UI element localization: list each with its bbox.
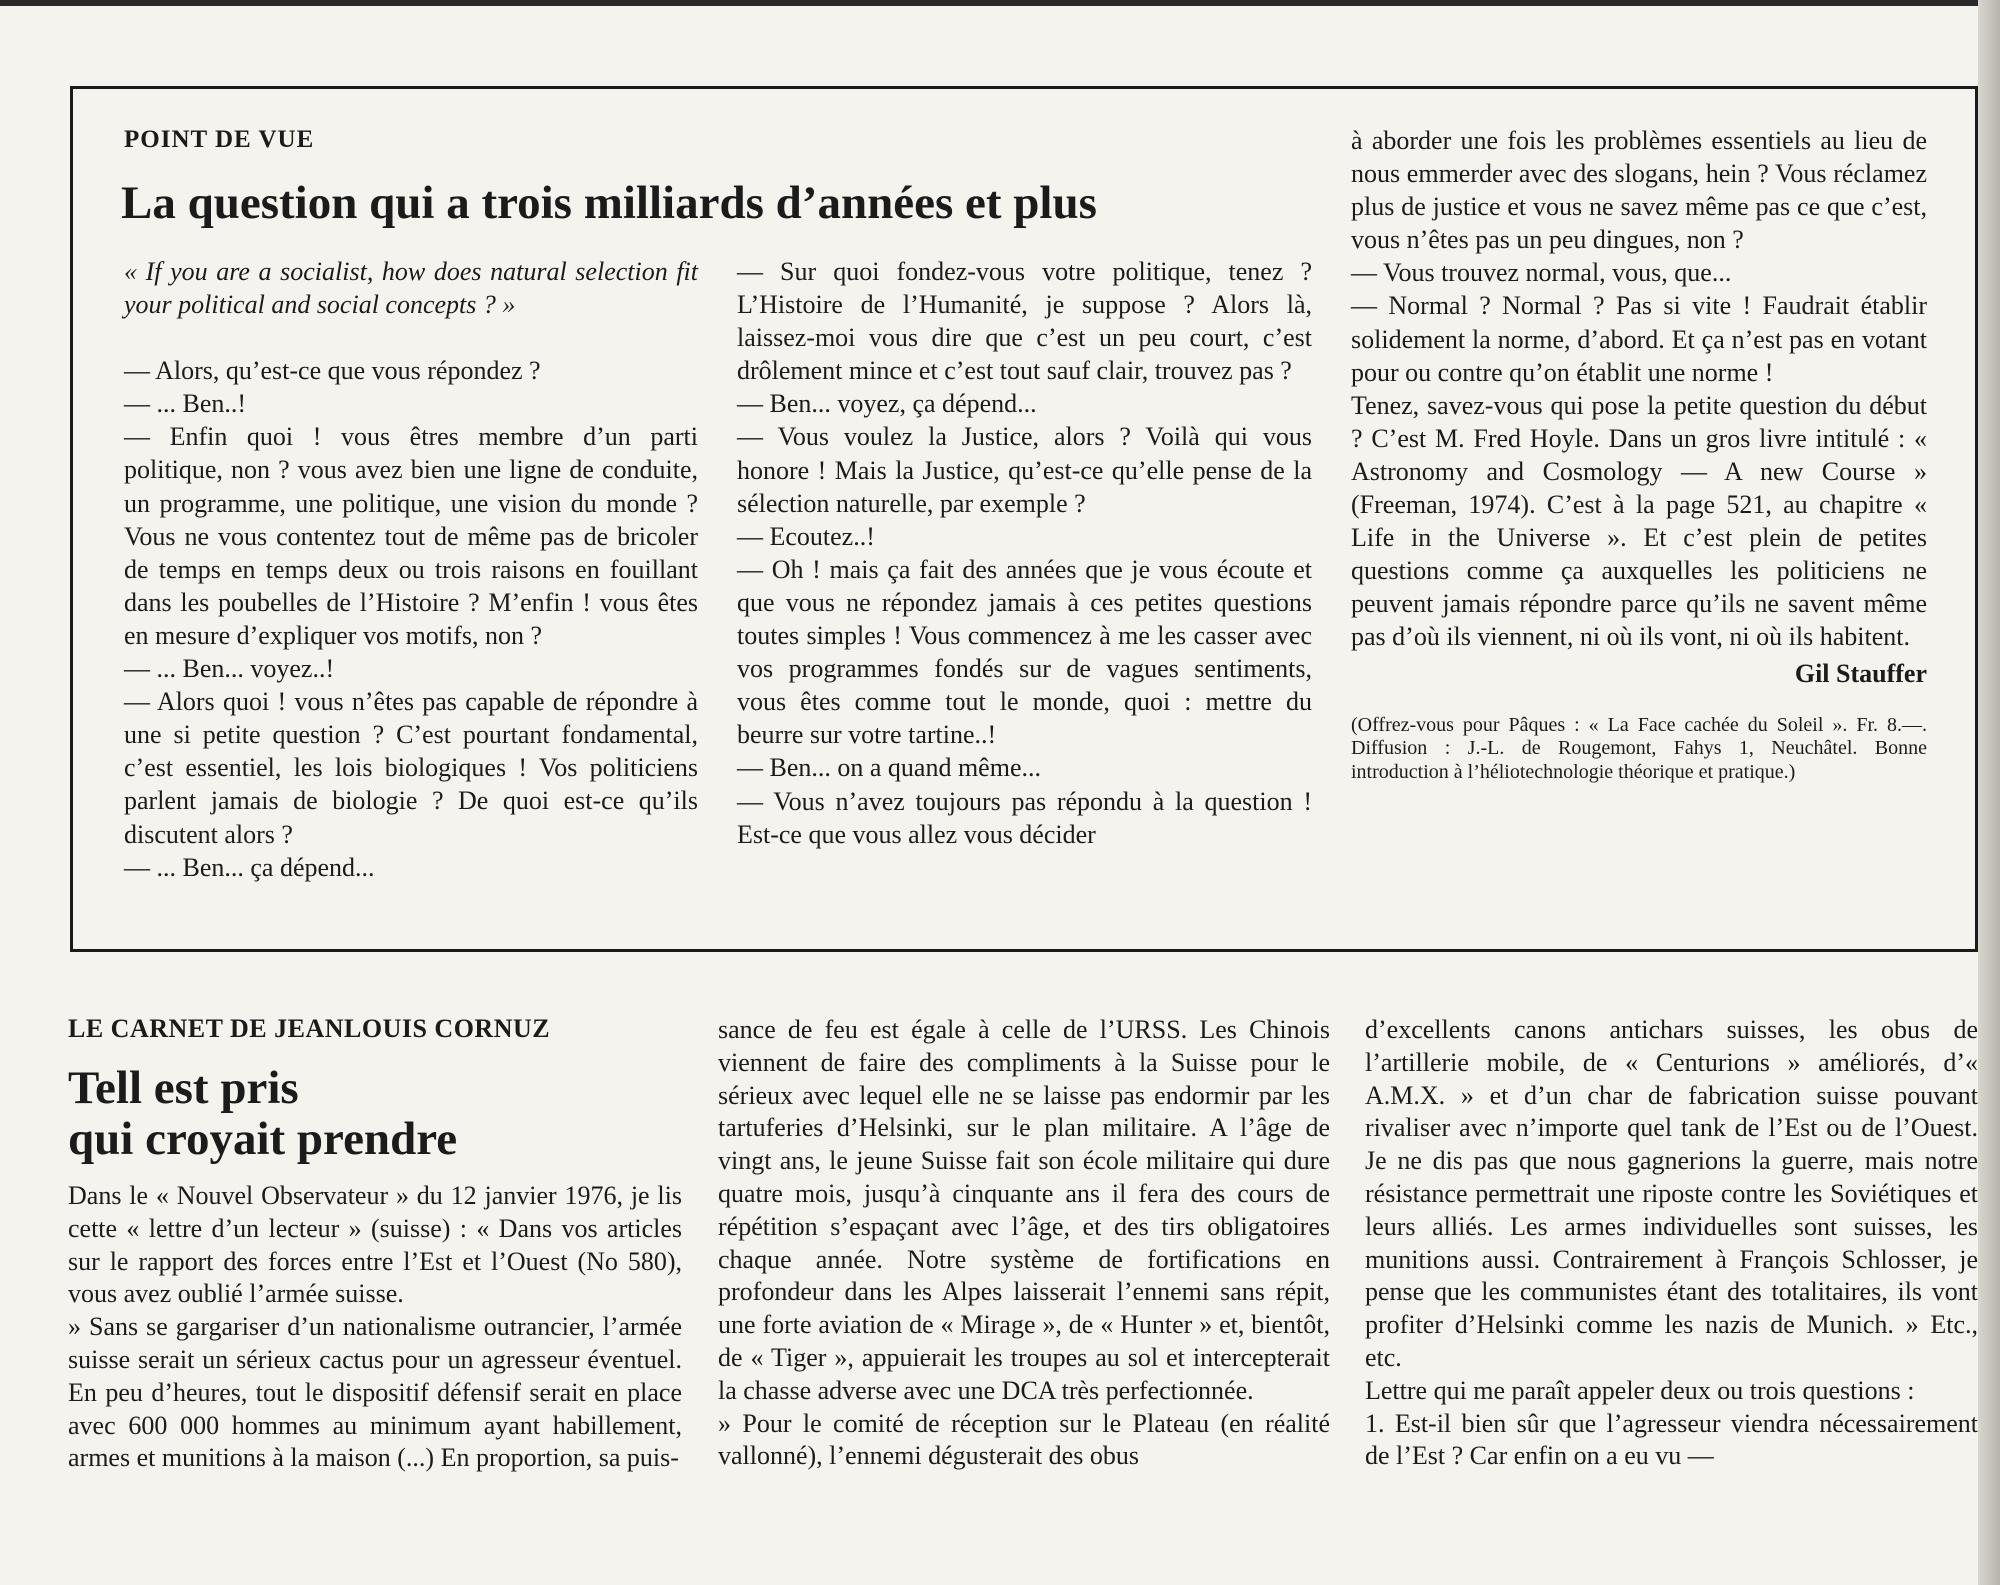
paragraph: » Pour le comité de réception sur le Plateau (en réalité vallonné), l’ennemi dégusterait des obus — [718, 1408, 1330, 1471]
paragraph: — Alors quoi ! vous n’êtes pas capable de répondre à une si petite question ? C’est pourtant fondamental, c’est essentiel, les lois biologiques ! Vos politiciens parlent jamais de biologie ? De quoi est-ce qu’ils discutent alors ? — [124, 687, 698, 849]
page-edge-shadow — [1978, 0, 2000, 1585]
intro-quote: « If you are a socialist, how does natural selection fit your political and social concepts ? » — [124, 257, 698, 320]
article-column-2 — [737, 255, 1312, 851]
paragraph: Tenez, savez-vous qui pose la petite question du début ? C’est M. Fred Hoyle. Dans un gros livre intitulé : « Astronomy and Cosmology — A new Course » (Freeman, 1974). C’est à la page 521, au chapitre « Life in the Universe ». Et c’est plein de petites questions comme ça auxquelles les politiciens ne peuvent jamais répondre parce qu’ils ne savent même pas d’où ils viennent, ni où ils vont, ni où ils habitent. — [1351, 390, 1927, 652]
top-rule — [0, 0, 2000, 6]
paragraph: — Vous n’avez toujours pas répondu à la question ! Est-ce que vous allez vous décider — [737, 786, 1312, 849]
article-headline: La question qui a trois milliards d’années et plus — [121, 177, 1097, 229]
paragraph: — ... Ben... voyez..! — [124, 654, 335, 684]
section-kicker: LE CARNET DE JEANLOUIS CORNUZ — [68, 1014, 551, 1043]
paragraph: sance de feu est égale à celle de l’URSS. Les Chinois viennent de faire des compliments à la Suisse pour le sérieux avec lequel elle ne se laisse pas endormir par les tartuferies d’Helsinki, sur le plan militaire. A l’âge de vingt ans, le jeune Suisse fait son école militaire qui dure quatre mois, jusqu’à cinquante ans il fera des cours de répétition s’espaçant avec l’âge, et des tirs obligatoires chaque année. Notre système de fortifications en profondeur dans les Alpes laisserait l’ennemi sans répit, une forte aviation de « Mirage », de « Hunter » et, bientôt, de « Tiger », appuierait les troupes au sol et intercepterait la chasse adverse avec une DCA très perfectionnée. — [718, 1015, 1330, 1405]
headline-line-1: Tell est pris — [68, 1062, 299, 1114]
paragraph: — Normal ? Normal ? Pas si vite ! Faudrait établir solidement la norme, d’abord. Et ça n’est pas en votant pour ou contre qu’on établit une norme ! — [1351, 291, 1927, 387]
paragraph: d’excellents canons antichars suisses, les obus de l’artillerie mobile, de « Centurions » améliorés, d’« A.M.X. » et d’un char de fabrication suisse pouvant rivaliser avec n’importe quel tank de l’Est ou de l’Ouest. Je ne dis pas que nous gagnerions la guerre, mais notre résistance permettrait une riposte contre les Soviétiques et leurs alliés. Les armes individuelles sont suisses, les munitions aussi. Contrairement à François Schlosser, je pense que les communistes étant des totalitaires, ils vont profiter d’Helsinki comme les nazis de Munich. » Etc., etc. — [1365, 1015, 1978, 1372]
paragraph: — Vous voulez la Justice, alors ? Voilà qui vous honore ! Mais la Justice, qu’est-ce qu’elle pense de la sélection naturelle, par exemple ? — [737, 422, 1312, 518]
article-column-2 — [718, 1014, 1330, 1473]
paragraph: — Enfin quoi ! vous êtres membre d’un parti politique, non ? vous avez bien une ligne de conduite, un programme, une politique, une vision du monde ? Vous ne vous contentez tout de même pas de bricoler de temps en temps deux ou trois raisons en fouillant dans les poubelles de l’Histoire ? M’enfin ! vous êtes en mesure d’expliquer vos motifs, non ? — [124, 422, 698, 650]
article-column-1 — [124, 255, 698, 884]
paragraph: — ... Ben..! — [124, 389, 247, 419]
paragraph: » Sans se gargariser d’un nationalisme outrancier, l’armée suisse serait un sérieux cactus pour un agresseur éventuel. En peu d’heures, tout le dispositif défensif serait en place avec 600 000 hommes au minimum ayant habillement, armes et munitions à la maison (...) En proportion, sa puis- — [68, 1312, 682, 1473]
paragraph: Dans le « Nouvel Observateur » du 12 janvier 1976, je lis cette « lettre d’un lecteur » (suisse) : « Dans vos articles sur le rapport des forces entre l’Est et l’Ouest (No 580), vous avez oublié l’armée suisse. — [68, 1181, 682, 1309]
paragraph: — Sur quoi fondez-vous votre politique, tenez ? L’Histoire de l’Humanité, je suppose ? Alors là, laissez-moi vous dire que c’est un peu court, c’est drôlement mince et c’est tout sauf clair, trouvez pas ? — [737, 257, 1312, 386]
article-headline — [68, 1063, 668, 1165]
article-column-1 — [68, 1180, 682, 1475]
paragraph: — ... Ben... ça dépend... — [124, 852, 375, 882]
paragraph: — Ben... on a quand même... — [737, 753, 1041, 783]
article-column-3 — [1351, 124, 1927, 784]
section-kicker: POINT DE VUE — [124, 126, 315, 153]
paragraph: 1. Est-il bien sûr que l’agresseur viendra nécessairement de l’Est ? Car enfin on a eu vu — — [1365, 1408, 1978, 1471]
paragraph: — Oh ! mais ça fait des années que je vous écoute et que vous ne répondez jamais à ces petites questions toutes simples ! Vous commencez à me les casser avec vos programmes fondés sur de vagues sentiments, vous êtes comme tout le monde, quoi : mettre du beurre sur votre tartine..! — [737, 554, 1312, 750]
author-signature: Gil Stauffer — [1794, 658, 1927, 688]
headline-line-2: qui croyait prendre — [68, 1113, 458, 1165]
paragraph: — Ecoutez..! — [737, 521, 875, 551]
paragraph: à aborder une fois les problèmes essentiels au lieu de nous emmerder avec des slogans, hein ? Vous réclamez plus de justice et vous ne savez même pas ce que c’est, vous n’êtes pas un peu dingues, non ? — [1351, 126, 1927, 255]
paragraph: — Alors, qu’est-ce que vous répondez ? — [124, 356, 541, 386]
footnote: (Offrez-vous pour Pâques : « La Face cachée du Soleil ». Fr. 8.—. Diffusion : J.-L. de Rougemont, Fahys 1, Neuchâtel. Bonne introduction à l’héliotechnologie théorique et pratique.) — [1351, 713, 1927, 783]
article-column-3 — [1365, 1014, 1978, 1473]
paragraph: — Ben... voyez, ça dépend... — [737, 389, 1037, 419]
paragraph: Lettre qui me paraît appeler deux ou trois questions : — [1365, 1375, 1915, 1405]
paragraph: — Vous trouvez normal, vous, que... — [1351, 258, 1732, 288]
